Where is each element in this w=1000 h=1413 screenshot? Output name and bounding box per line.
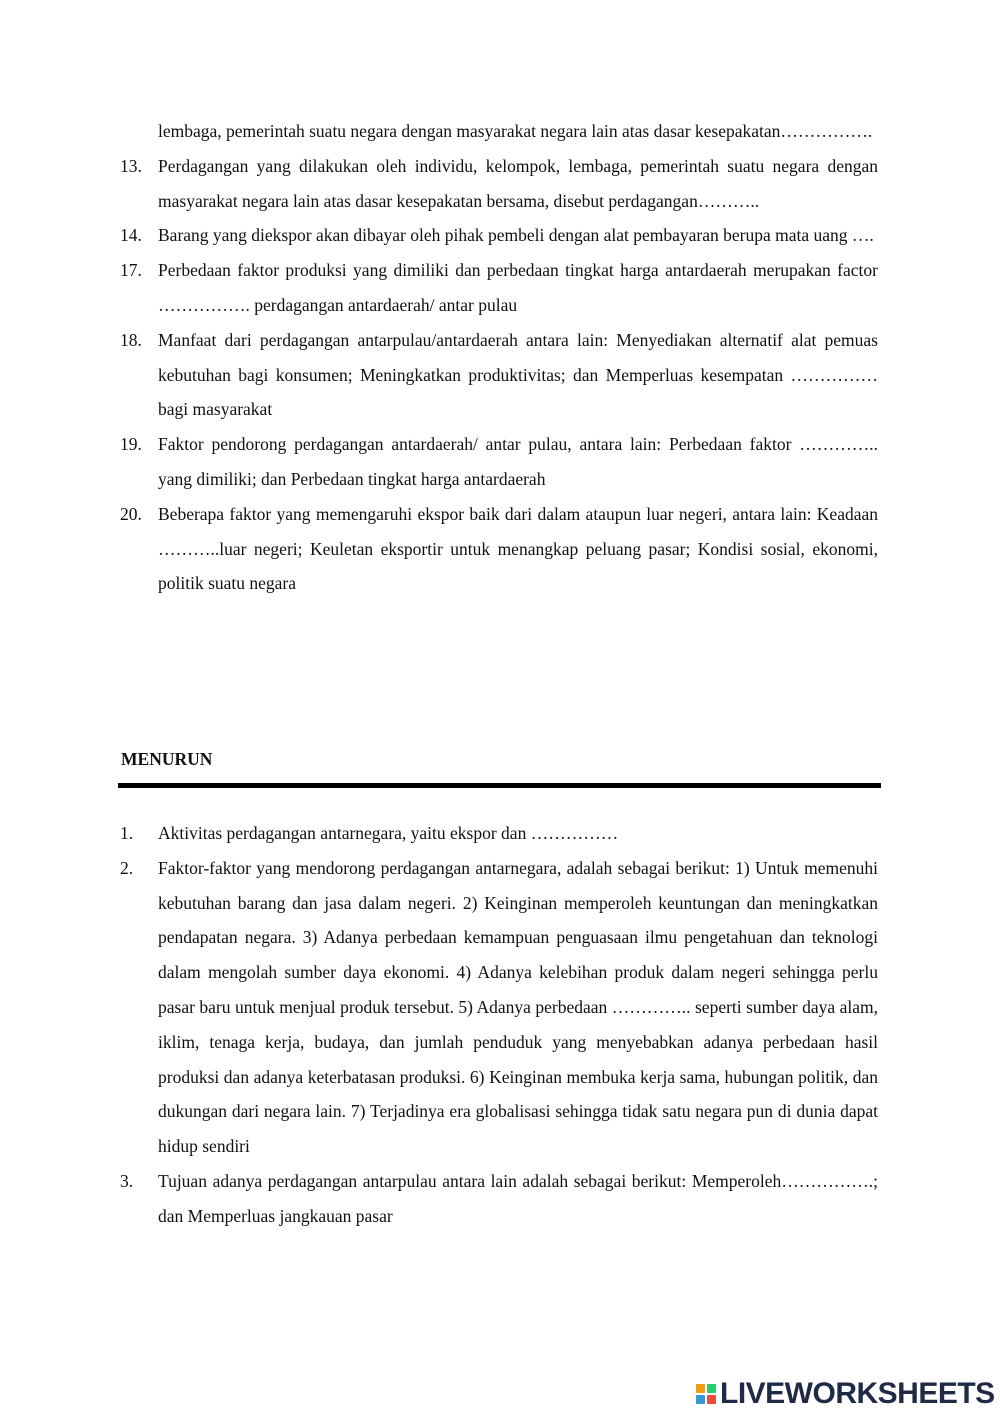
logo-square	[707, 1384, 716, 1393]
liveworksheets-logo	[696, 1376, 995, 1412]
question-number: 19.	[120, 434, 142, 455]
question-text: Aktivitas perdagangan antarnegara, yaitu ekspor dan ……………	[158, 823, 619, 843]
question-item	[120, 218, 878, 253]
question-number: 18.	[120, 329, 142, 350]
question-item	[120, 816, 878, 851]
question-item	[120, 253, 878, 323]
question-text: Tujuan adanya perdagangan antarpulau antara lain adalah sebagai berikut: Memperoleh…………….; dan Memperluas jangkauan pasar	[158, 1170, 878, 1226]
question-number: 14.	[120, 225, 142, 246]
question-number: 2.	[120, 857, 134, 878]
logo-text: LIVEWORKSHEETS	[720, 1377, 995, 1410]
logo-square	[696, 1395, 705, 1404]
question-text: Perbedaan faktor produksi yang dimiliki dan perbedaan tingkat harga antardaerah merupakan factor ……………. perdagangan antardaerah/ antar pulau	[158, 260, 878, 315]
question-number: 17.	[120, 260, 142, 281]
question-text: Faktor-faktor yang mendorong perdagangan antarnegara, adalah sebagai berikut: 1) Untuk memenuhi kebutuhan barang dan jasa dalam negeri. 2) Keinginan memperoleh keuntungan dan meningkatkan pendapatan negara. 3) Adanya perbedaan kemampuan penguasaan ilmu pengetahuan dan teknologi dalam mengolah sumber daya ekonomi. 4) Adanya kelebihan produk dalam negeri sehingga perlu pasar baru untuk menjual produk tersebut. 5) Adanya perbedaan ………….. seperti sumber daya alam, iklim, tenaga kerja, budaya, dan jumlah penduduk yang menyebabkan adanya perbedaan hasil produksi dan adanya keterbatasan produksi. 6) Keinginan membuka kerja sama, hubungan politik, dan dukungan dari negara lain. 7) Terjadinya era globalisasi sehingga tidak satu negara pun di dunia dapat hidup sendiri	[158, 857, 878, 1157]
logo-grid-icon	[696, 1384, 716, 1404]
question-number: 1.	[120, 823, 134, 843]
question-item	[120, 427, 878, 497]
question-text: Barang yang diekspor akan dibayar oleh pihak pembeli dengan alat pembayaran berupa mata uang ….	[158, 225, 874, 246]
question-number: 3.	[120, 1170, 134, 1191]
question-text: Beberapa faktor yang memengaruhi ekspor baik dari dalam ataupun luar negeri, antara lain: Keadaan ………..luar negeri; Keuletan eksportir untuk menangkap peluang pasar; Kondisi sosial, ekonomi, politik suatu negara	[158, 503, 878, 594]
section-question-list	[120, 816, 878, 1234]
question-item	[120, 149, 878, 219]
question-text: Manfaat dari perdagangan antarpulau/antardaerah antara lain: Menyediakan alternatif alat pemuas kebutuhan bagi konsumen; Meningkatkan produktivitas; dan Memperluas kesempatan …………… bagi masyarakat	[158, 329, 878, 420]
question-item	[120, 1164, 878, 1234]
question-text: Perdagangan yang dilakukan oleh individu, kelompok, lembaga, pemerintah suatu negara dengan masyarakat negara lain atas dasar kesepakatan bersama, disebut perdagangan………..	[158, 155, 878, 211]
logo-square	[696, 1384, 705, 1393]
logo-square	[707, 1395, 716, 1404]
question-number: 13.	[120, 155, 142, 176]
section-heading: MENURUN	[121, 749, 213, 769]
question-item	[120, 851, 878, 1164]
top-question-list	[120, 114, 878, 601]
question-item	[120, 497, 878, 601]
question-number: 20.	[120, 503, 142, 524]
section-divider	[118, 783, 881, 788]
question-text: Faktor pendorong perdagangan antardaerah/ antar pulau, antara lain: Perbedaan faktor ………….. yang dimiliki; dan Perbedaan tingkat harga antardaerah	[158, 434, 878, 489]
question-item	[120, 323, 878, 427]
continued-text: lembaga, pemerintah suatu negara dengan masyarakat negara lain atas dasar kesepakatan…………….	[158, 121, 873, 141]
